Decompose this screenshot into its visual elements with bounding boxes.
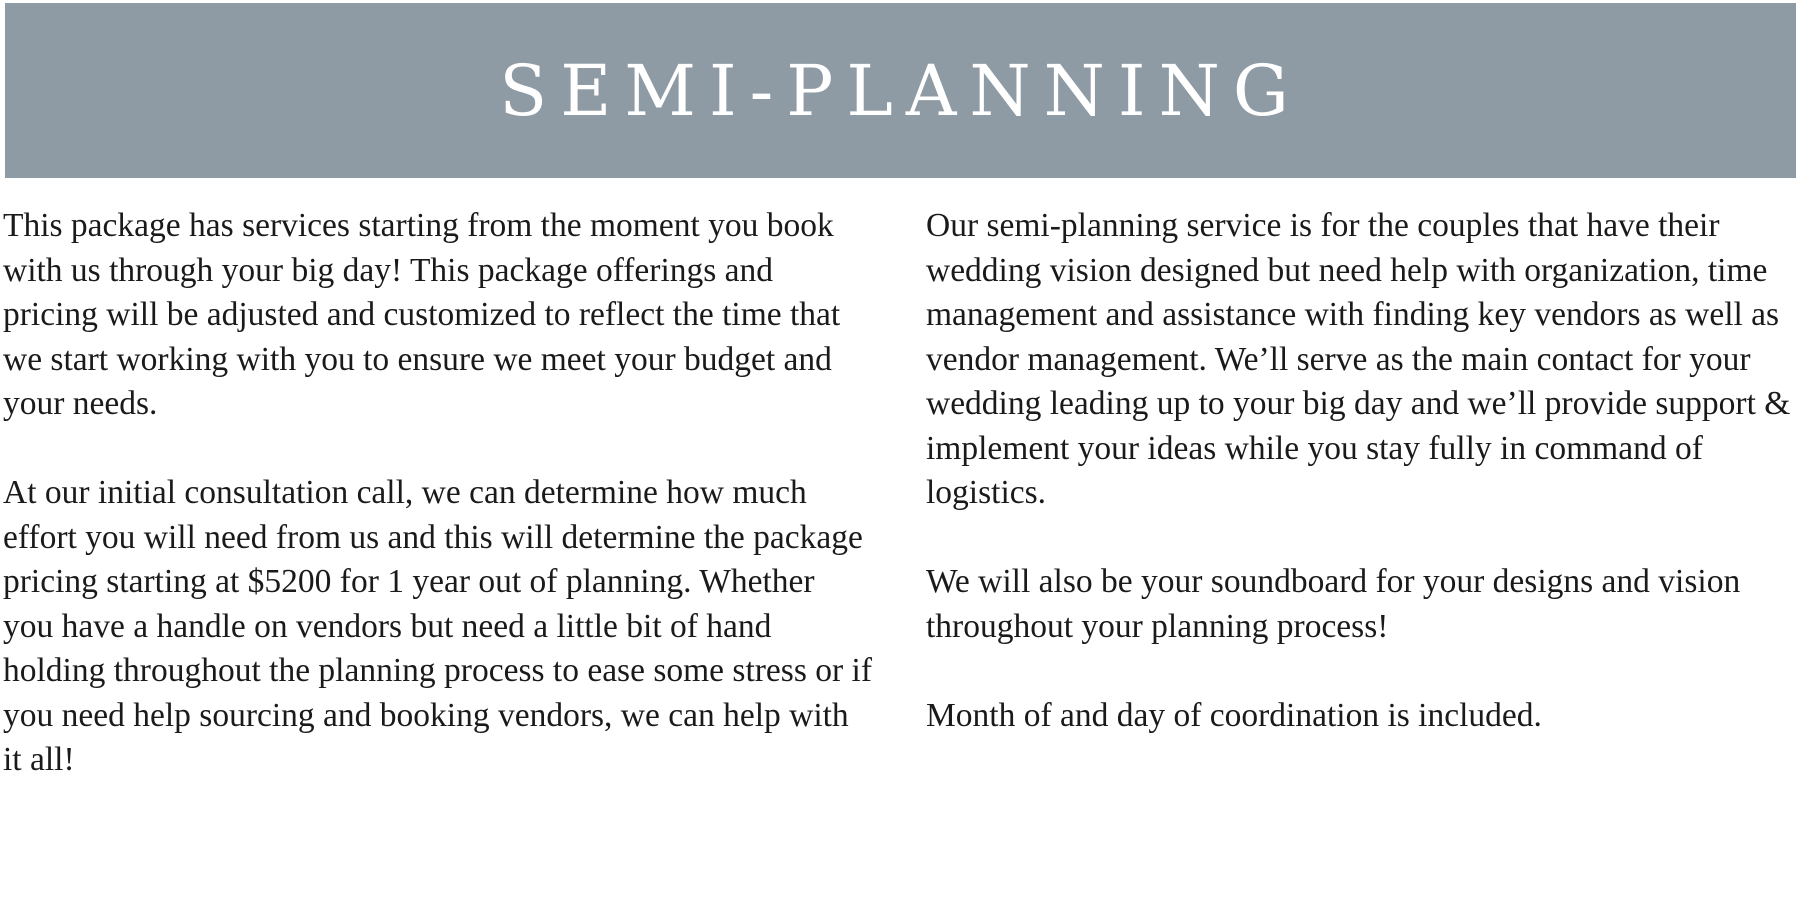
consultation-paragraph: At our initial consultation call, we can determine how much effort you will need from us and this will determine the package pricing starting at $5200 for 1 year out of planning. Whether you have a handle on vendors but need a little bit of hand holding throughout the planning process to ease some stress or if you need help sourcing and booking vendors, we can help with it all! [3,474,872,778]
service-description-paragraph: Our semi-planning service is for the couples that have their wedding vision designed but need help with organization, time management and assistance with finding key vendors as well as vendor management. We’ll serve as the main contact for your wedding leading up to your big day and we’ll provide support & implement your ideas while you stay fully in command of logistics. [926,207,1791,511]
page-title: SEMI-PLANNING [499,49,1302,132]
soundboard-paragraph: We will also be your soundboard for your designs and vision throughout your planning process! [926,563,1741,645]
coordination-paragraph: Month of and day of coordination is included. [926,696,1542,734]
right-column [926,204,1796,783]
left-column [3,204,873,827]
intro-paragraph: This package has services starting from the moment you book with us through your big day! This package offerings and pricing will be adjusted and customized to reflect the time that we start working with you to ensure we meet your budget and your needs. [3,207,841,422]
title-banner [5,3,1796,178]
